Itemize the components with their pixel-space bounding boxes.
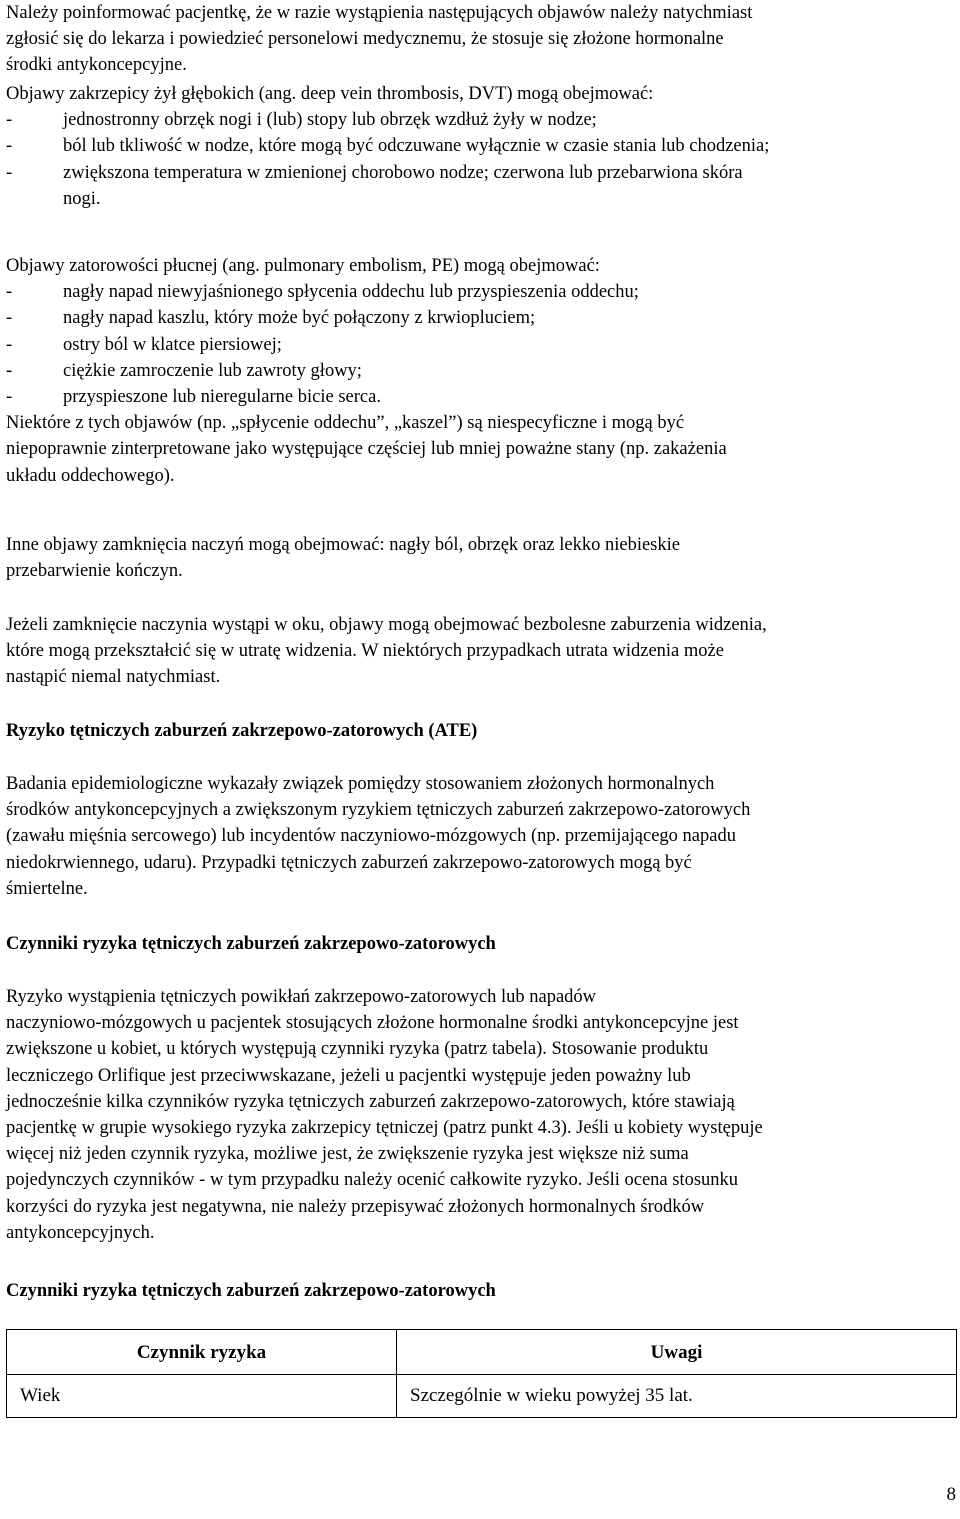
risk-factors-heading: Czynniki ryzyka tętniczych zaburzeń zakrzepowo-zatorowych [6, 934, 496, 954]
text-line: Niektóre z tych objawów (np. „spłycenie oddechu”, „kaszel”) są niespecyficzne i mogą być [6, 413, 685, 434]
text-line: Ryzyko wystąpienia tętniczych powikłań zakrzepowo-zatorowych lub napadów [6, 987, 597, 1007]
text-line: środki antykoncepcyjne. [6, 55, 187, 76]
text-line: przebarwienie kończyn. [6, 561, 183, 582]
dvt-intro: Objawy zakrzepicy żył głębokich (ang. deep vein thrombosis, DVT) mogą obejmować: [6, 84, 654, 104]
text-line: leczniczego Orlifique jest przeciwwskazane, jeżeli u pacjentki występuje jeden poważny lub [6, 1065, 691, 1086]
text-line: korzyści do ryzyka jest negatywna, nie należy przepisywać złożonych hormonalnych środków [6, 1196, 705, 1217]
text-line: pacjentkę w grupie wysokiego ryzyka zakrzepicy tętniczej (patrz punkt 4.3). Jeśli u kobiety występuje [6, 1118, 763, 1139]
text-line: niedokrwiennego, udaru). Przypadki tętniczych zaburzeń zakrzepowo-zatorowych mogą być [6, 852, 692, 873]
text-line: które mogą przekształcić się w utratę widzenia. W niektórych przypadkach utrata widzenia może [6, 641, 724, 662]
pe-section [6, 253, 956, 489]
list-item [6, 107, 956, 133]
list-item-text: ciężkie zamroczenie lub zawroty głowy; [63, 360, 362, 381]
table-cell: Szczególnie w wieku powyżej 35 lat. [397, 1375, 957, 1418]
list-item [6, 305, 956, 331]
risk-factors-table [6, 1329, 957, 1418]
column-header: Czynnik ryzyka [7, 1330, 397, 1375]
bullet-dash: - [6, 360, 13, 381]
table-header-row [7, 1330, 957, 1375]
list-item [6, 279, 956, 305]
list-item-text: zwiększona temperatura w zmienionej chorobowo nodze; czerwona lub przebarwiona skóra [63, 162, 743, 183]
text-line: zwiększone u kobiet, u których występują czynniki ryzyka (patrz tabela). Stosowanie produktu [6, 1039, 709, 1060]
list-item [6, 332, 956, 358]
list-item [6, 384, 956, 410]
text-line: nastąpić niemal natychmiast. [6, 667, 221, 688]
text-line: (zawału mięśnia sercowego) lub incydentów naczyniowo-mózgowych (np. przemijającego napadu [6, 826, 736, 847]
text-line: antykoncepcyjnych. [6, 1222, 155, 1243]
table-heading: Czynniki ryzyka tętniczych zaburzeń zakrzepowo-zatorowych [6, 1281, 496, 1301]
bullet-dash: - [6, 387, 13, 408]
list-item-text: przyspieszone lub nieregularne bicie serca. [63, 387, 381, 408]
bullet-dash: - [6, 308, 13, 329]
column-header: Uwagi [397, 1330, 957, 1375]
page-number: 8 [946, 1484, 956, 1505]
other-occlusion-paragraph [6, 532, 956, 584]
text-line: Badania epidemiologiczne wykazały związek pomiędzy stosowaniem złożonych hormonalnych [6, 774, 715, 794]
intro-paragraph [6, 0, 956, 79]
list-item [6, 160, 956, 212]
list-item-text: ostry ból w klatce piersiowej; [63, 334, 282, 355]
bullet-dash: - [6, 334, 13, 355]
list-item-text: nagły napad niewyjaśnionego spłycenia oddechu lub przyspieszenia oddechu; [63, 282, 639, 303]
table-cell: Wiek [7, 1375, 397, 1418]
text-line: zgłosić się do lekarza i powiedzieć personelowi medycznemu, że stosuje się złożone hormonalne [6, 29, 724, 50]
list-item-text: ból lub tkliwość w nodze, które mogą być odczuwane wyłącznie w czasie stania lub chodzenia; [63, 136, 770, 157]
bullet-dash: - [6, 110, 13, 131]
ate-paragraph [6, 771, 956, 902]
text-line: Inne objawy zamknięcia naczyń mogą obejmować: nagły ból, obrzęk oraz lekko niebieskie [6, 535, 680, 555]
table-row [7, 1375, 957, 1418]
list-item-text: nagły napad kaszlu, który może być połączony z krwiopluciem; [63, 308, 536, 329]
list-item-text: jednostronny obrzęk nogi i (lub) stopy lub obrzęk wzdłuż żyły w nodze; [63, 110, 597, 131]
bullet-dash: - [6, 136, 13, 157]
text-line: więcej niż jeden czynnik ryzyka, możliwe jest, że zwiększenie ryzyka jest większe niż suma [6, 1144, 689, 1165]
text-line: Należy poinformować pacjentkę, że w razie wystąpienia następujących objawów należy natychmiast [6, 3, 753, 23]
pe-intro: Objawy zatorowości płucnej (ang. pulmonary embolism, PE) mogą obejmować: [6, 256, 600, 276]
list-item-text: nogi. [63, 188, 101, 209]
text-line: środków antykoncepcyjnych a zwiększonym ryzykiem tętniczych zaburzeń zakrzepowo-zatorowych [6, 800, 751, 821]
text-line: pojedynczych czynników - w tym przypadku należy ocenić całkowite ryzyko. Jeśli ocena stosunku [6, 1170, 739, 1191]
risk-factors-paragraph [6, 958, 956, 1246]
text-line: Jeżeli zamknięcie naczynia wystąpi w oku, objawy mogą obejmować bezbolesne zaburzenia widzenia, [6, 615, 767, 635]
dvt-section [6, 81, 956, 212]
eye-paragraph [6, 612, 956, 691]
text-line: naczyniowo-mózgowych u pacjentek stosujących złożone hormonalne środki antykoncepcyjne jest [6, 1013, 739, 1034]
list-item [6, 133, 956, 159]
ate-heading: Ryzyko tętniczych zaburzeń zakrzepowo-zatorowych (ATE) [6, 721, 478, 741]
text-line: śmiertelne. [6, 878, 88, 899]
text-line: niepoprawnie zinterpretowane jako występujące częściej lub mniej poważne stany (np. zakażenia [6, 439, 727, 460]
bullet-dash: - [6, 162, 13, 183]
text-line: układu oddechowego). [6, 465, 175, 486]
bullet-dash: - [6, 282, 13, 303]
list-item [6, 358, 956, 384]
text-line: jednocześnie kilka czynników ryzyka tętniczych zaburzeń zakrzepowo-zatorowych, które stawiają [6, 1091, 735, 1112]
